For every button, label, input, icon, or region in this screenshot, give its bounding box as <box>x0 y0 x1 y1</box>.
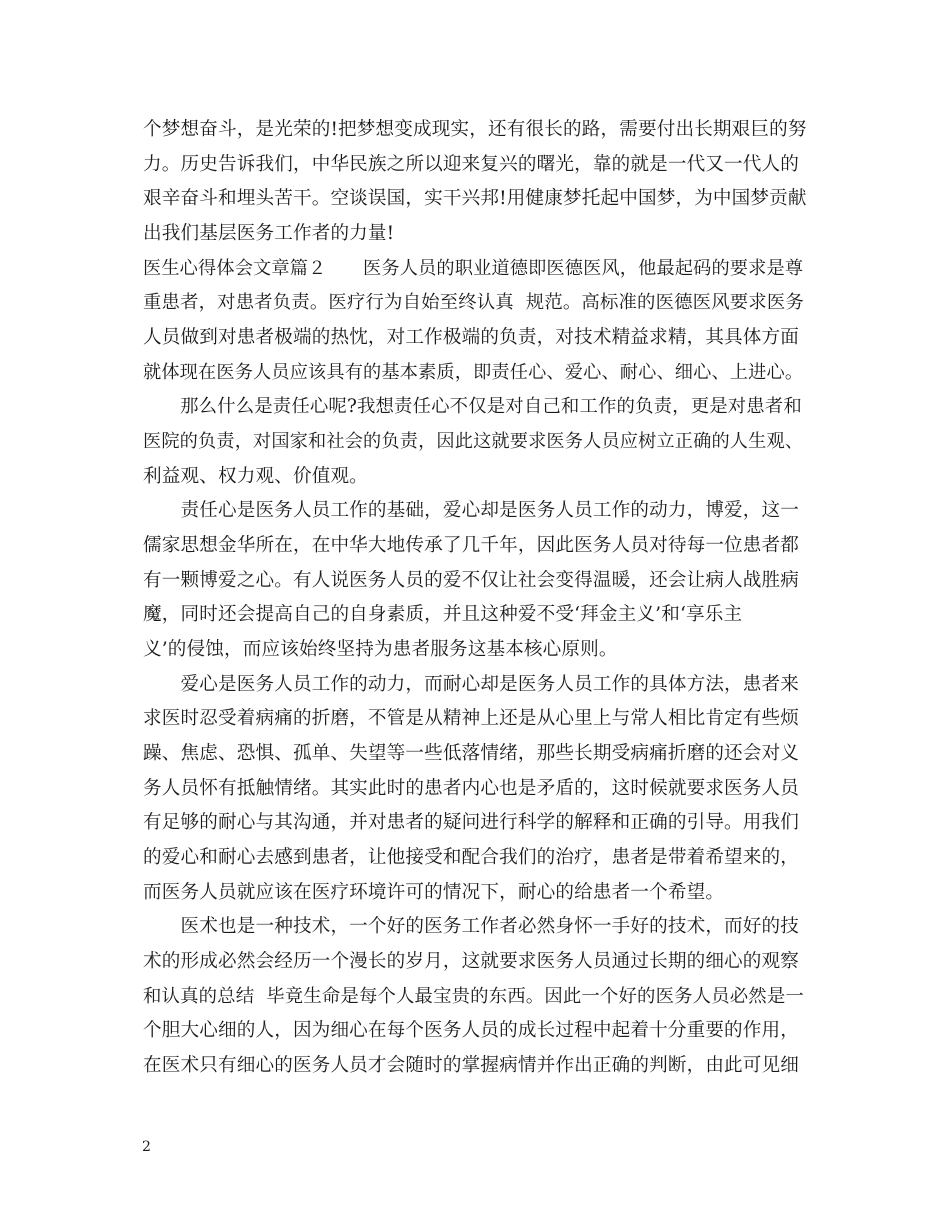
text-line: 责任心是医务人员工作的基础，爱心却是医务人员工作的动力，博爱，这一 <box>143 500 800 522</box>
text-line: 的爱心和耐心去感到患者，让他接受和配合我们的治疗，患者是带着希望来的， <box>143 846 800 868</box>
text-line: 爱心是医务人员工作的动力，而耐心却是医务人员工作的具体方法，患者来 <box>143 673 800 695</box>
text-line: 躁、焦虑、恐惧、孤单、失望等一些低落情绪，那些长期受病痛折磨的还会对义 <box>143 742 800 764</box>
text-line: 义’的侵蚀，而应该始终坚持为患者服务这基本核心原则。 <box>143 638 618 660</box>
text-line: 而医务人员就应该在医疗环境许可的情况下，耐心的给患者一个希望。 <box>143 881 725 903</box>
text-line: 个胆大心细的人，因为细心在每个医务人员的成长过程中起着十分重要的作用， <box>143 1020 800 1042</box>
text-line: 艰辛奋斗和埋头苦干。空谈误国，实干兴邦!用健康梦托起中国梦，为中国梦贡献 <box>143 188 807 210</box>
text-line: 医术也是一种技术，一个好的医务工作者必然身怀一手好的技术，而好的技 <box>143 916 800 938</box>
text-line: 和认真的总结 毕竟生命是每个人最宝贵的东西。因此一个好的医务人员必然是一 <box>143 985 804 1007</box>
text-line: 出我们基层医务工作者的力量! <box>143 223 395 244</box>
text-line: 那么什么是责任心呢?我想责任心不仅是对自己和工作的负责，更是对患者和 <box>143 396 802 418</box>
text-line: 在医术只有细心的医务人员才会随时的掌握病情并作出正确的判断，由此可见细 <box>143 1054 800 1076</box>
page-number: 2 <box>142 1139 151 1155</box>
text-line: 就体现在医务人员应该具有的基本素质，即责任心、爱心、耐心、细心、上进心。 <box>143 361 804 383</box>
text-line: 儒家思想金华所在，在中华大地传承了几千年，因此医务人员对待每一位患者都 <box>143 534 800 556</box>
text-line: 重患者，对患者负责。医疗行为自始至终认真 规范。高标准的医德医风要求医务 <box>143 292 804 314</box>
text-line: 医生心得体会文章篇２ 医务人员的职业道德即医德医风，他最起码的要求是尊 <box>143 257 804 279</box>
text-line: 有一颗博爱之心。有人说医务人员的爱不仅让社会变得温暖，还会让病人战胜病 <box>143 569 800 591</box>
text-line: 力。历史告诉我们，中华民族之所以迎来复兴的曙光，靠的就是一代又一代人的 <box>143 153 800 175</box>
text-line: 求医时忍受着病痛的折磨，不管是从精神上还是从心里上与常人相比肯定有些烦 <box>143 708 800 730</box>
text-line: 有足够的耐心与其沟通，并对患者的疑问进行科学的解释和正确的引导。用我们 <box>143 812 800 834</box>
text-line: 利益观、权力观、价值观。 <box>143 465 368 487</box>
text-line: 魔，同时还会提高自己的自身素质，并且这种爱不受‘拜金主义’和‘享乐主 <box>143 604 743 626</box>
text-line: 医院的负责，对国家和社会的负责，因此这就要求医务人员应树立正确的人生观、 <box>143 430 804 452</box>
text-line: 个梦想奋斗，是光荣的!把梦想变成现实，还有很长的路，需要付出长期艰巨的努 <box>143 119 807 140</box>
text-line: 人员做到对患者极端的热忱，对工作极端的负责，对技术精益求精，其具体方面 <box>143 327 800 348</box>
text-line: 术的形成必然会经历一个漫长的岁月，这就要求医务人员通过长期的细心的观察 <box>143 950 800 972</box>
text-line: 务人员怀有抵触情绪。其实此时的患者内心也是矛盾的，这时候就要求医务人员 <box>143 777 800 799</box>
